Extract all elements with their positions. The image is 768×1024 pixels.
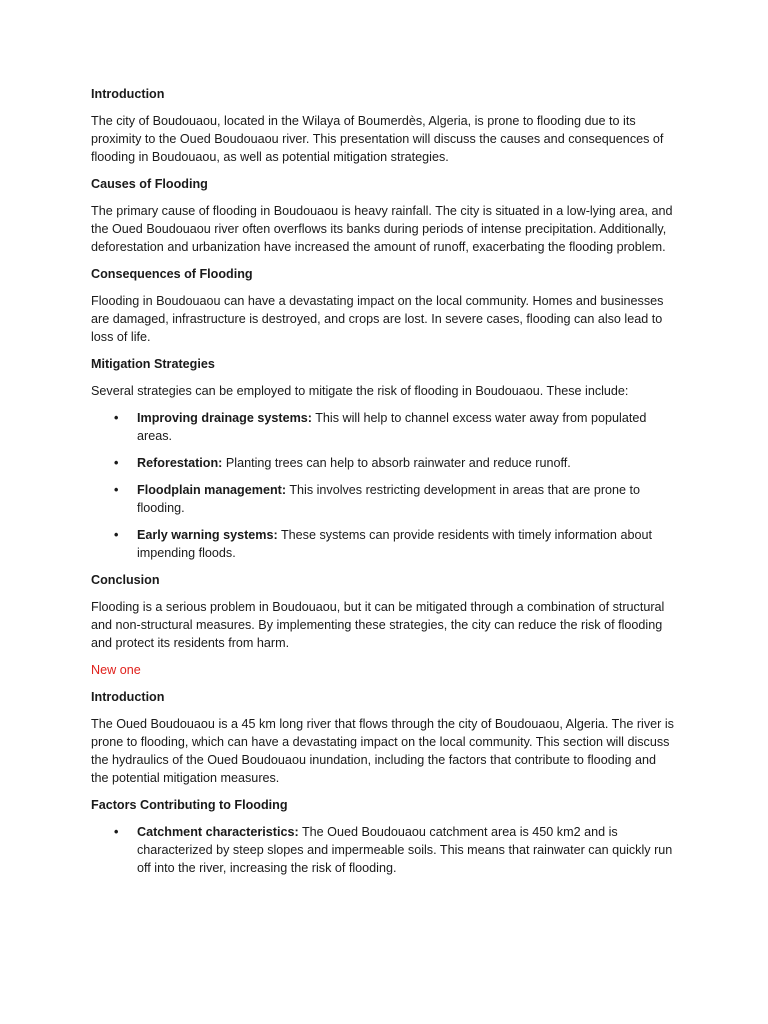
section-paragraph: The Oued Boudouaou is a 45 km long river that flows through the city of Boudouaou, Algeria. The river is prone to flooding, which can have a devastating impact on the local community. This section will discuss the hydraulics of the Oued Boudouaou inundation, including the factors that contribute to flooding and the potential mitigation measures. [91, 717, 674, 785]
list-item-text: This involves restricting development in areas that are prone to flooding. [137, 483, 641, 515]
list-item-text: Planting trees can help to absorb rainwater and reduce runoff. [222, 456, 571, 470]
section-heading: Factors Contributing to Flooding [91, 798, 288, 812]
list-item-lead: Reforestation: [137, 456, 223, 470]
factors-list [91, 823, 676, 877]
section-paragraph: Flooding in Boudouaou can have a devastating impact on the local community. Homes and businesses are damaged, infrastructure is destroyed, and crops are lost. In severe cases, flooding can also lead to loss of life. [91, 294, 664, 344]
section-heading: Consequences of Flooding [91, 267, 253, 281]
list-item [137, 823, 676, 877]
mitigation-list [91, 409, 676, 562]
list-item-lead: Floodplain management: [137, 483, 287, 497]
list-item [137, 454, 676, 472]
list-item [137, 481, 676, 517]
section-heading: Introduction [91, 690, 165, 704]
new-one-label: New one [91, 663, 141, 677]
section-paragraph: Flooding is a serious problem in Boudouaou, but it can be mitigated through a combination of structural and non-structural measures. By implementing these strategies, the city can reduce the risk of flooding and protect its residents from harm. [91, 600, 665, 650]
section-heading: Introduction [91, 87, 165, 101]
list-item-text: This will help to channel excess water away from populated areas. [137, 411, 647, 443]
list-item-lead: Catchment characteristics: [137, 825, 299, 839]
list-item [137, 526, 676, 562]
list-item [137, 409, 676, 445]
section-paragraph: Several strategies can be employed to mitigate the risk of flooding in Boudouaou. These include: [91, 384, 629, 398]
section-heading: Conclusion [91, 573, 160, 587]
list-item-text: The Oued Boudouaou catchment area is 450 km2 and is characterized by steep slopes and impermeable soils. This means that rainwater can quickly run off into the river, increasing the risk of flooding. [137, 825, 673, 875]
section-paragraph: The city of Boudouaou, located in the Wilaya of Boumerdès, Algeria, is prone to flooding due to its proximity to the Oued Boudouaou river. This presentation will discuss the causes and consequences of flooding in Boudouaou, as well as potential mitigation strategies. [91, 114, 664, 164]
section-paragraph: The primary cause of flooding in Boudouaou is heavy rainfall. The city is situated in a low-lying area, and the Oued Boudouaou river often overflows its banks during periods of intense precipitation. Additionally, deforestation and urbanization have increased the amount of runoff, exacerbating the flooding problem. [91, 204, 673, 254]
section-heading: Mitigation Strategies [91, 357, 215, 371]
list-item-text: These systems can provide residents with timely information about impending floods. [137, 528, 652, 560]
list-item-lead: Improving drainage systems: [137, 411, 312, 425]
list-item-lead: Early warning systems: [137, 528, 278, 542]
section-heading: Causes of Flooding [91, 177, 208, 191]
